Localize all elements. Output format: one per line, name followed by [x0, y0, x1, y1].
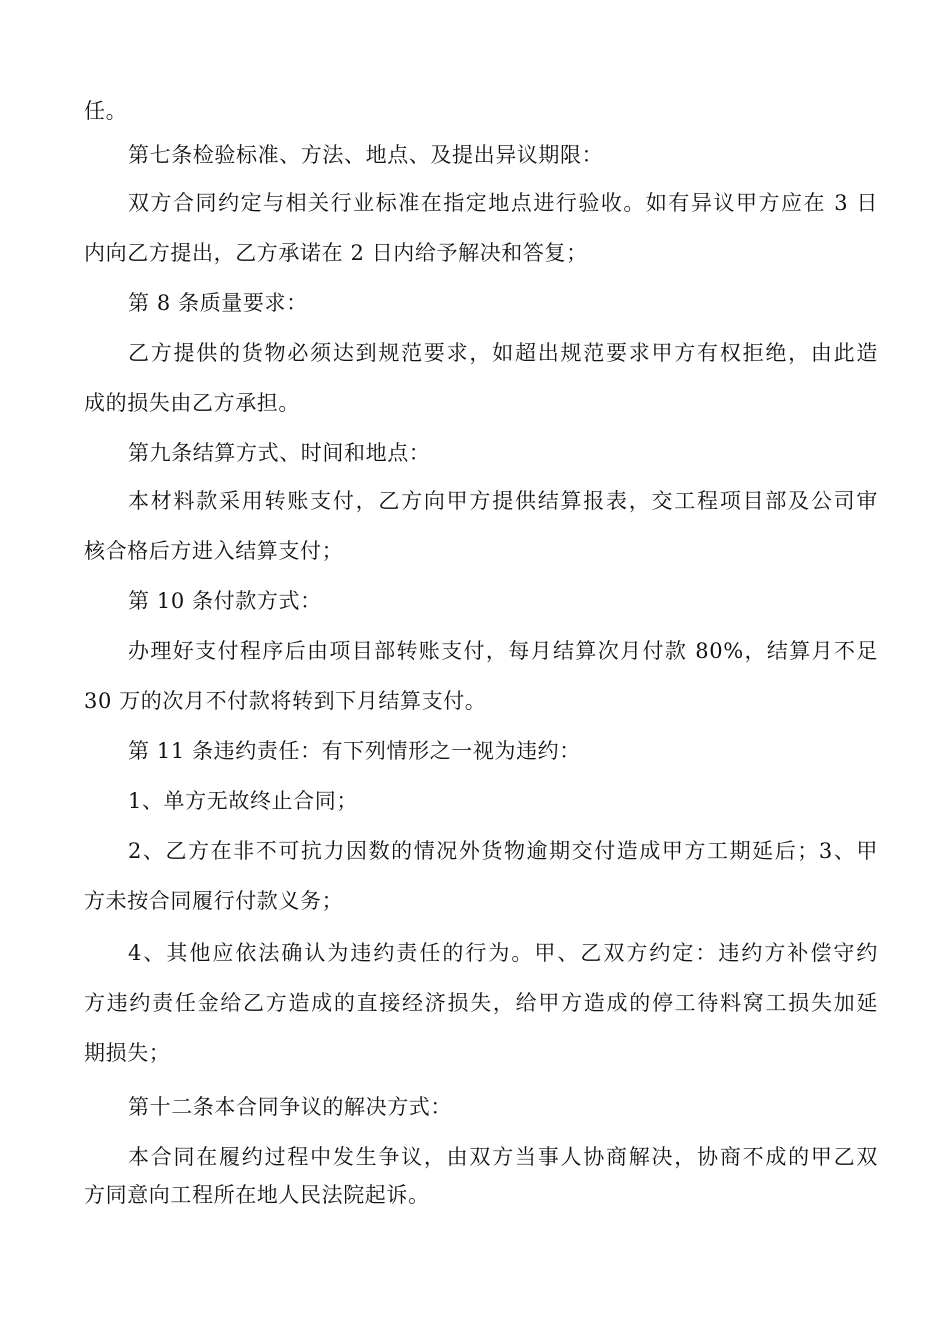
clause-9-text-line-2: 核合格后方进入结算支付； — [84, 539, 344, 563]
clause-12-text-line-1: 本合同在履约过程中发生争议，由双方当事人协商解决，协商不成的甲乙双 — [128, 1145, 878, 1169]
clause-9-text-line-1: 本材料款采用转账支付，乙方向甲方提供结算报表，交工程项目部及公司审 — [128, 489, 878, 513]
clause-9-heading: 第九条结算方式、时间和地点： — [128, 441, 431, 465]
clause-11-item-2-line-1: 2、乙方在非不可抗力因数的情况外货物逾期交付造成甲方工期延后；3、甲 — [128, 839, 878, 863]
clause-11-heading: 第 11 条违约责任：有下列情形之一视为违约： — [128, 739, 581, 763]
clause-10-heading: 第 10 条付款方式： — [128, 589, 322, 613]
clause-7-text-line-2: 内向乙方提出，乙方承诺在 2 日内给予解决和答复； — [84, 241, 588, 265]
clause-11-item-2-line-2: 方未按合同履行付款义务； — [84, 889, 344, 913]
clause-10-text-line-2: 30 万的次月不付款将转到下月结算支付。 — [84, 689, 487, 713]
clause-11-item-4-line-2: 方违约责任金给乙方造成的直接经济损失，给甲方造成的停工待料窝工损失加延 — [84, 991, 878, 1015]
clause-11-item-1: 1、单方无故终止合同； — [128, 789, 358, 813]
clause-8-text-line-1: 乙方提供的货物必须达到规范要求，如超出规范要求甲方有权拒绝，由此造 — [128, 341, 878, 365]
clause-10-text-line-1: 办理好支付程序后由项目部转账支付，每月结算次月付款 80%，结算月不足 — [128, 639, 878, 663]
clause-8-text-line-2: 成的损失由乙方承担。 — [84, 391, 300, 415]
clause-7-text-line-1: 双方合同约定与相关行业标准在指定地点进行验收。如有异议甲方应在 3 日 — [128, 191, 878, 215]
text-line-1: 任。 — [84, 99, 128, 123]
clause-12-heading: 第十二条本合同争议的解决方式： — [128, 1095, 452, 1119]
clause-7-heading: 第七条检验标准、方法、地点、及提出异议期限： — [128, 143, 604, 167]
clause-11-item-4-line-1: 4、其他应依法确认为违约责任的行为。甲、乙双方约定：违约方补偿守约 — [128, 941, 878, 965]
clause-8-heading: 第 8 条质量要求： — [128, 291, 308, 315]
clause-11-item-4-line-3: 期损失； — [84, 1041, 171, 1065]
clause-12-text-line-2: 方同意向工程所在地人民法院起诉。 — [84, 1183, 430, 1207]
